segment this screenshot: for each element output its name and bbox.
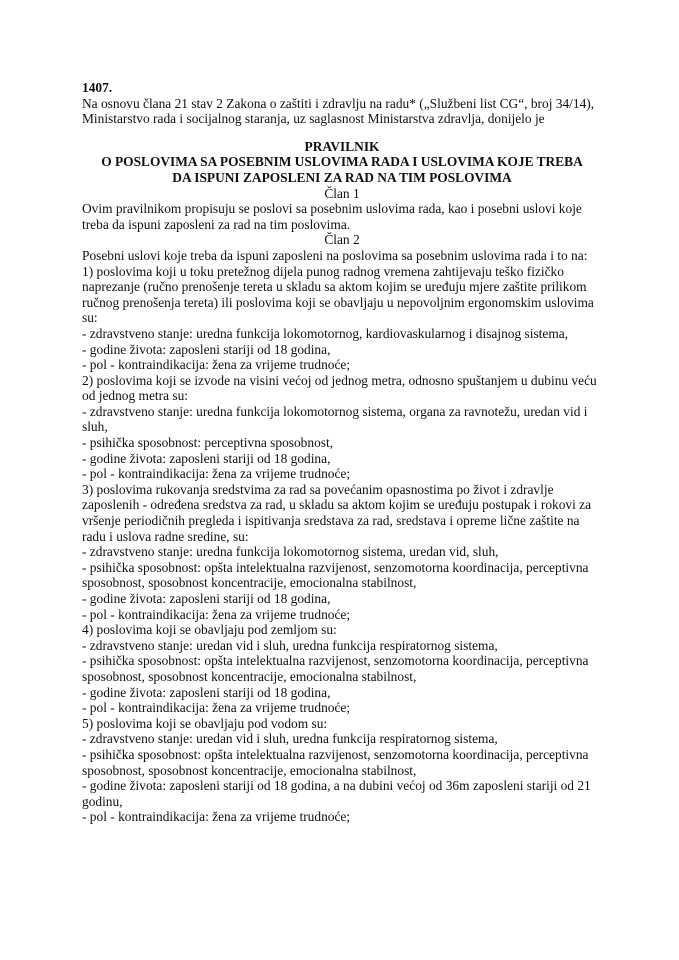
document-body (82, 80, 602, 825)
article-2-line: - godine života: zaposleni stariji od 18 godina, (82, 591, 331, 606)
article-2-line: - pol - kontraindikacija: žena za vrijeme trudnoće; (82, 466, 351, 482)
article-2-line: - psihička sposobnost: perceptivna sposobnost, (82, 435, 334, 451)
document-subtitle-line-1: O POSLOVIMA SA POSEBNIM USLOVIMA RADA I USLOVIMA KOJE TREBA (101, 154, 583, 170)
article-2-line: - pol - kontraindikacija: žena za vrijeme trudnoće; (82, 357, 351, 373)
article-2-line: - psihička sposobnost: opšta intelektualna razvijenost, senzomotorna koordinacija, perceptivna sposobnost, sposobnost koncentracije, emocionalna stabilnost, (82, 746, 589, 778)
article-2-line: 1) poslovima koji u toku pretežnog dijela punog radnog vremena zahtijevaju teško fizičko naprezanje (ručno prenošenje tereta u skladu sa aktom kojim se uređuju mjere zaštite prilikom ručnog prenošenja tereta) ili poslovima koji se obavljaju u nepovoljnim ergonomskim uslovima su: (82, 263, 594, 326)
title-block (82, 139, 602, 186)
article-2-line: - psihička sposobnost: opšta intelektualna razvijenost, senzomotorna koordinacija, perceptivna sposobnost, sposobnost koncentracije, emocionalna stabilnost, (82, 653, 589, 684)
document-title: PRAVILNIK (304, 138, 380, 154)
article-2-line: - psihička sposobnost: opšta intelektualna razvijenost, senzomotorna koordinacija, perceptivna sposobnost, sposobnost koncentracije, emocionalna stabilnost, (82, 559, 589, 591)
article-2-line: - zdravstveno stanje: uredan vid i sluh, uredna funkcija respiratornog sistema, (82, 731, 498, 747)
article-2-line: 5) poslovima koji se obavljaju pod vodom su: (82, 715, 328, 731)
article-2-line: - zdravstveno stanje: uredna funkcija lokomotornog, kardiovaskularnog i disajnog sistema, (82, 325, 569, 341)
article-2-line: - pol - kontraindikacija: žena za vrijeme trudnoće; (82, 809, 351, 825)
article-2-body (82, 248, 602, 825)
preamble: Na osnovu člana 21 stav 2 Zakona o zaštiti i zdravlju na radu* („Službeni list CG“, broj 34/14), Ministarstvo rada i socijalnog staranja, uz saglasnost Ministarstva zdravlja, donijelo je (82, 95, 595, 127)
article-2-line: - pol - kontraindikacija: žena za vrijeme trudnoće; (82, 700, 351, 716)
article-2-line: 4) poslovima koji se obavljaju pod zemljom su: (82, 622, 337, 638)
regulation-number: 1407. (82, 80, 113, 95)
article-2-line: - zdravstveno stanje: uredan vid i sluh, uredna funkcija respiratornog sistema, (82, 637, 498, 653)
document-subtitle-line-2: DA ISPUNI ZAPOSLENI ZA RAD NA TIM POSLOVIMA (172, 169, 512, 185)
article-2-line: Posebni uslovi koje treba da ispuni zaposleni na poslovima sa posebnim uslovima rada i to na: (82, 247, 588, 263)
article-2-heading: Član 2 (324, 232, 360, 248)
article-2-line: - godine života: zaposleni stariji od 18 godina, (82, 341, 331, 357)
article-1-text: Ovim pravilnikom propisuju se poslovi sa posebnim uslovima rada, kao i posebni uslovi koje treba da ispuni zaposleni za rad na tim poslovima. (82, 201, 582, 232)
article-2-line: - zdravstveno stanje: uredna funkcija lokomotornog sistema, uredan vid, sluh, (82, 544, 499, 560)
article-2-line: - pol - kontraindikacija: žena za vrijeme trudnoće; (82, 606, 351, 622)
article-2-line: - godine života: zaposleni stariji od 18 godina, (82, 450, 331, 466)
article-2-line: 2) poslovima koji se izvode na visini većoj od jednog metra, odnosno spuštanjem u dubinu veću od jednog metra su: (82, 372, 597, 404)
article-2-line: - godine života: zaposleni stariji od 18 godina, a na dubini većoj od 36m zaposleni stariji od 21 godinu, (82, 778, 591, 809)
article-2-line: - godine života: zaposleni stariji od 18 godina, (82, 684, 331, 700)
article-1-heading: Član 1 (324, 185, 360, 201)
article-2-line: - zdravstveno stanje: uredna funkcija lokomotornog sistema, organa za ravnotežu, uredan vid i sluh, (82, 403, 588, 435)
article-2-line: 3) poslovima rukovanja sredstvima za rad sa povećanim opasnostima po život i zdravlje zaposlenih - određena sredstva za rad, u skladu sa aktom kojim se uređuju postupak i rokovi za vršenje periodičnih pregleda i ispitivanja sredstava za rad, sredstava i opreme lične zaštite na radu i uslova radne sredine, su: (82, 481, 592, 544)
